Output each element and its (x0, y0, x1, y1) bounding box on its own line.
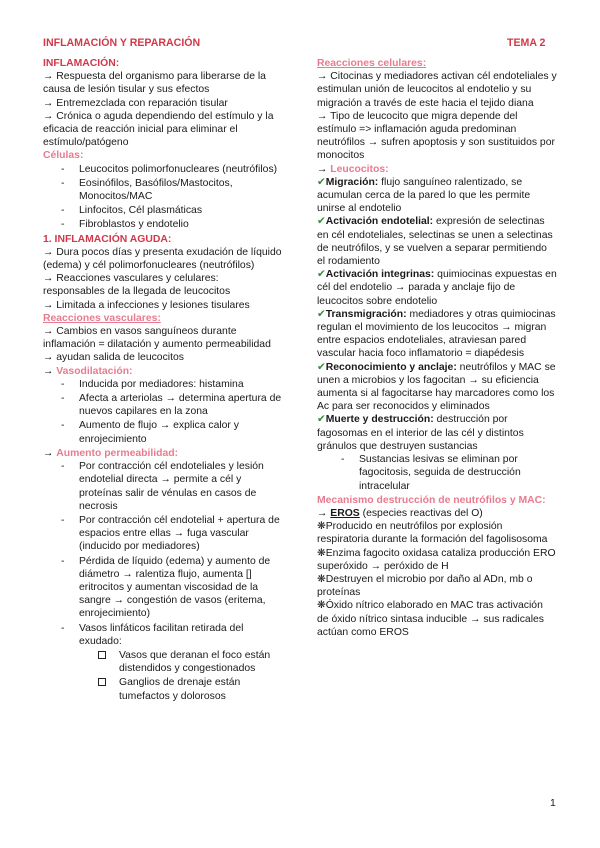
mecanismo-title: Mecanismo destrucción de neutrófilos y MAC: (317, 494, 546, 506)
step-activacion-endotelial (317, 215, 557, 268)
step-muerte (317, 413, 557, 453)
eros-term: EROS (330, 507, 360, 519)
eros-heading (317, 507, 557, 520)
step-text: neutrófilos y MAC se unen a microbios y los fagocitan → su eficiencia aumenta si al fagocitarse hay marcadores como los Ac para ser reconocidos y eliminados (317, 361, 556, 413)
permeabilidad-heading (43, 447, 283, 460)
paragraph: → Respuesta del organismo para liberarse de la causa de lesión tisular y sus efectos (43, 71, 266, 96)
document-title: INFLAMACIÓN Y REPARACIÓN (43, 37, 201, 49)
vasodilatacion-heading (43, 365, 283, 378)
tema-label: TEMA 2 (507, 37, 546, 49)
subsection-title-reacciones-vasculares: Reacciones vasculares: (43, 312, 161, 324)
list-item: - Pérdida de líquido (edema) y aumento de diámetro → ralentiza flujo, aumenta [] eritrocitos y aumentan viscosidad de la sangre → congestión de vasos (eritema, enrojecimiento) (79, 555, 283, 621)
paragraph: → Reacciones vasculares y celulares: responsables de la llegada de leucocitos (43, 273, 231, 298)
arrow: → (317, 163, 331, 175)
paragraph: → Limitada a infecciones y lesiones tisulares (43, 299, 250, 311)
left-column (43, 57, 283, 704)
subsection-title-celulas: Células: (43, 150, 84, 162)
list-item: - Eosinófilos, Basófilos/Mastocitos, Monocitos/MAC (79, 177, 283, 203)
celulas-list (43, 163, 283, 232)
eros-item: ❋Destruyen el microbio por daño al ADn, mb o proteínas (317, 573, 533, 599)
leucocitos-heading (317, 163, 557, 176)
eros-definition: (especies reactivas del O) (359, 507, 483, 519)
subsection-title-reacciones-celulares: Reacciones celulares: (317, 58, 427, 69)
checkbox-icon (98, 678, 106, 686)
step-title: Activación integrinas: (325, 269, 435, 281)
eros-item: ❋Enzima fagocito oxidasa cataliza producción ERO superóxido → peróxido de H (317, 547, 556, 572)
step-text: flujo sanguíneo ralentizado, se acumulan cerca de la pared lo que les permite unirse al endotelio (317, 176, 531, 215)
list-item: - Vasos linfáticos facilitan retirada del exudado: (79, 622, 283, 648)
paragraph: → Entremezclada con reparación tisular (43, 97, 228, 109)
section-title-inflamacion: INFLAMACIÓN: (43, 58, 120, 69)
section-title-aguda: 1. INFLAMACIÓN AGUDA: (43, 233, 172, 245)
arrow: → (43, 447, 57, 459)
arrow: → (317, 507, 331, 519)
checkbox-icon (98, 651, 106, 659)
step-title: Activación endotelial: (325, 216, 434, 228)
permeabilidad-title: Aumento permeabilidad: (56, 447, 179, 459)
checkbox-item-text: Vasos que deranan el foco están distendidos y congestionados (119, 649, 271, 675)
step-text: mediadores y otras quimiocinas regulan el movimiento de los leucocitos → migran entre espacios endoteliales, atraviesan pared vascular hacia foco inflamatorio = diapédesis (317, 308, 556, 360)
leucocitos-title: Leucocitos: (330, 163, 389, 175)
checkbox-item-text: Ganglios de drenaje están tumefactos y dolorosos (119, 677, 241, 702)
check-icon: ✔ (317, 269, 326, 281)
linfaticos-sublist (43, 649, 283, 703)
check-icon: ✔ (317, 308, 326, 320)
paragraph: → Citocinas y mediadores activan cél endoteliales y estimulan unión de leucocitos al endotelio y su migración a través de este hacia el tejido diana (317, 71, 557, 109)
list-item: - Por contracción cél endoteliales y lesión endotelial directa → permite a cél y proteínas salir de vénulas en casos de necrosis (79, 460, 283, 513)
checkbox-item (119, 649, 283, 675)
step-migracion (317, 176, 557, 216)
step-text: expresión de selectinas en cél endoteliales, selectinas se unen a selectinas de neutrófilos, y se vuelven a separar permitiendo el rodamiento (317, 216, 553, 268)
check-icon: ✔ (317, 216, 326, 228)
list-item: - Fibroblastos y endotelio (79, 218, 283, 231)
checkbox-item (119, 676, 283, 702)
arrow: → (43, 365, 57, 377)
muerte-sublist (317, 453, 557, 493)
list-item: - Leucocitos polimorfonucleares (neutrófilos) (79, 163, 283, 176)
step-title: Reconocimiento y anclaje: (325, 361, 457, 373)
list-item: - Sustancias lesivas se eliminan por fagocitosis, seguida de destrucción intracelular (359, 453, 557, 493)
vasodilatacion-list (43, 378, 283, 446)
paragraph: → Dura pocos días y presenta exudación de líquido (edema) y cél polimorfonucleares (neutrófilos) (43, 246, 282, 272)
page-number: 1 (550, 798, 556, 809)
paragraph: → Crónica o aguda dependiendo del estímulo y la eficacia de reacción inicial para eliminar el estímulo/patógeno (43, 110, 274, 149)
step-activacion-integrinas (317, 268, 557, 308)
check-icon: ✔ (317, 414, 326, 426)
check-icon: ✔ (317, 361, 326, 373)
step-reconocimiento (317, 361, 557, 414)
eros-item: ❋Óxido nítrico elaborado en MAC tras activación de óxido nítrico sintasa inducible → sus radicales actúan como EROS (317, 600, 544, 638)
step-title: Muerte y destrucción: (325, 414, 434, 426)
list-item: - Linfocitos, Cél plasmáticas (79, 204, 283, 217)
step-title: Migración: (325, 176, 379, 188)
step-text: destrucción por fagosomas en el interior de las cél y distintos gránulos que destruyen sustancias (317, 414, 524, 452)
right-column (317, 57, 557, 639)
eros-item: ❋Producido en neutrófilos por explosión respiratoria durante la formación del fagolisosoma (317, 521, 548, 546)
step-transmigracion (317, 308, 557, 361)
vasodilatacion-title: Vasodilatación: (56, 365, 133, 377)
step-title: Transmigración: (325, 308, 407, 320)
list-item: - Inducida por mediadores: histamina (79, 378, 283, 391)
permeabilidad-list (43, 460, 283, 648)
list-item: - Aumento de flujo → explica calor y enrojecimiento (79, 419, 283, 445)
step-text: quimiocinas expuestas en cél del endotelio → parada y anclaje fijo de leucocitos sobre endotelio (317, 269, 557, 307)
paragraph: → Cambios en vasos sanguíneos durante inflamación = dilatación y aumento permeabilidad → ayudan salida de leucocitos (43, 326, 271, 364)
list-item: - Por contracción cél endotelial + apertura de espacios entre ellas → fuga vascular (inducido por mediadores) (79, 514, 283, 554)
check-icon: ✔ (317, 176, 326, 188)
list-item: - Afecta a arteriolas → determina apertura de nuevos capilares en la zona (79, 392, 283, 418)
paragraph: → Tipo de leucocito que migra depende del estímulo => inflamación aguda predominan neutrófilos → sufren apoptosis y son sustituidos por monocitos (317, 110, 555, 162)
